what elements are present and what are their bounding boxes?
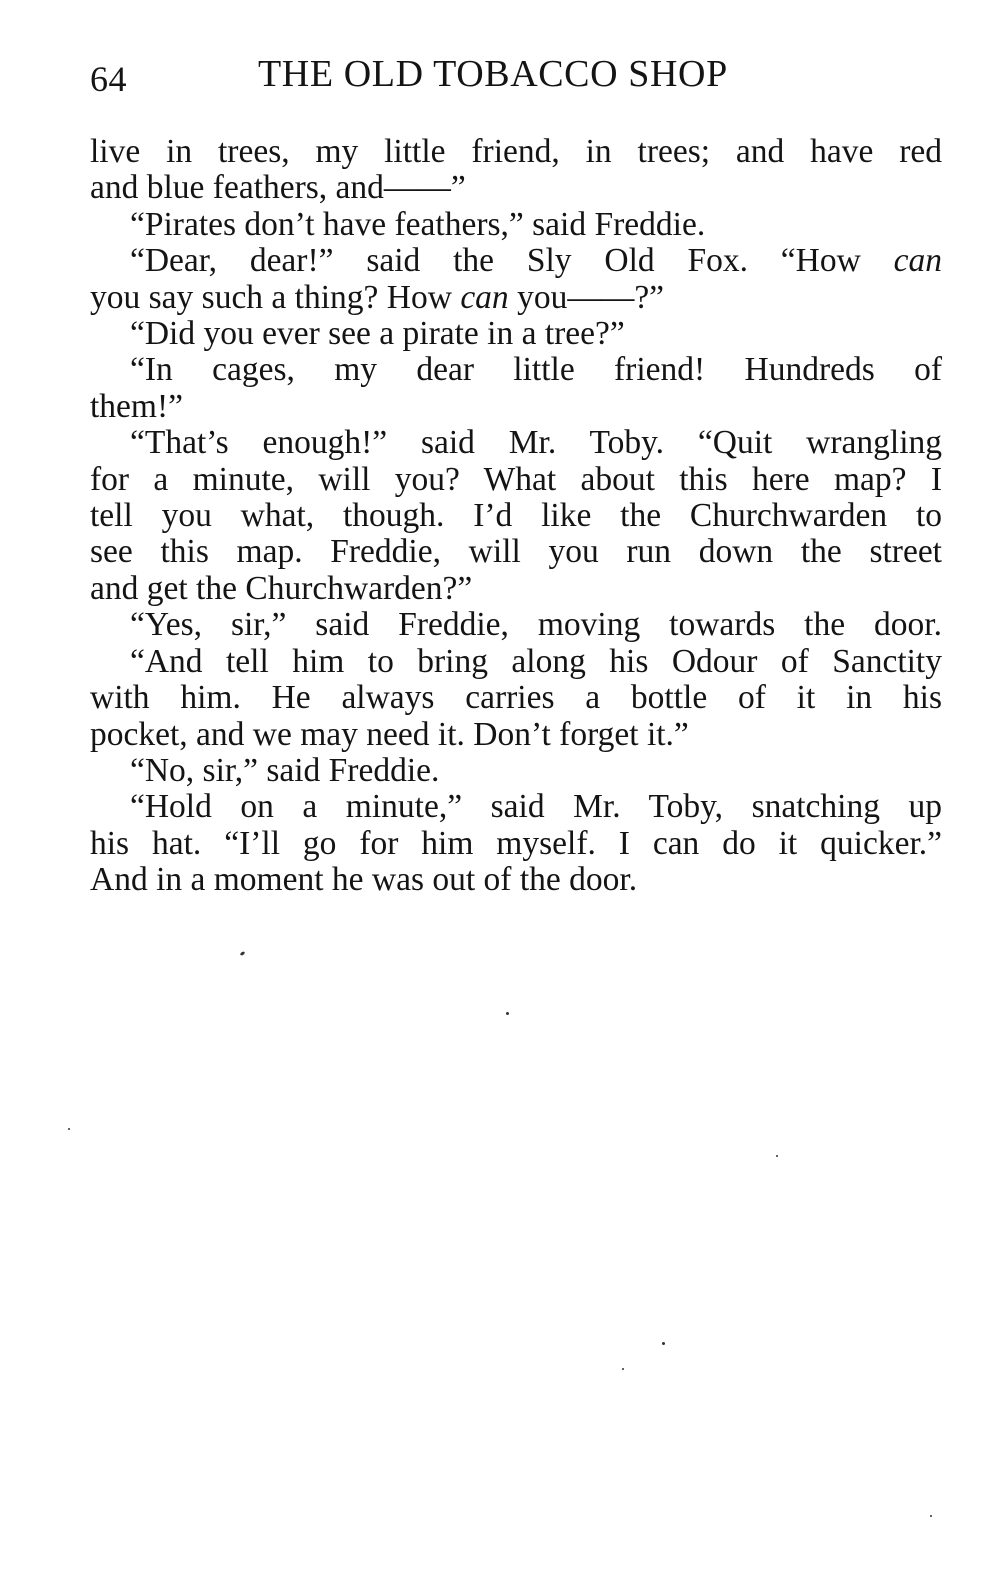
scan-speck (506, 1012, 509, 1015)
text-line: with him. He always carries a bottle of it in his (90, 679, 942, 717)
emphasis-run: can (893, 242, 942, 280)
page-number: 64 (90, 59, 127, 99)
scan-speck (68, 1128, 70, 1130)
paragraph (90, 425, 942, 607)
scan-speck (622, 1368, 624, 1370)
text-line: “Did you ever see a pirate in a tree?” (130, 315, 625, 353)
text-line: them!” (90, 387, 184, 425)
paragraph (90, 753, 942, 789)
text-line: “That’s enough!” said Mr. Toby. “Quit wrangling (130, 424, 942, 462)
text-line: “Pirates don’t have feathers,” said Freddie. (130, 205, 706, 243)
text-run: you——?” (508, 278, 665, 316)
text-line: “And tell him to bring along his Odour of Sanctity (130, 642, 942, 680)
paragraph (90, 207, 942, 243)
scan-speck (662, 1342, 665, 1345)
text-run: you say such a thing? How (90, 278, 461, 316)
text-line: “No, sir,” said Freddie. (130, 751, 440, 789)
text-line: “In cages, my dear little friend! Hundreds of (130, 351, 942, 389)
paragraph (90, 789, 942, 898)
paragraph (90, 607, 942, 643)
text-line: pocket, and we may need it. Don’t forget it.” (90, 715, 689, 753)
paragraph (90, 644, 942, 753)
emphasis-run: can (460, 278, 509, 316)
text-line: And in a moment he was out of the door. (90, 861, 638, 899)
text-line (90, 280, 942, 316)
running-head: THE OLD TOBACCO SHOP (258, 53, 728, 95)
scan-speck (240, 951, 246, 956)
text-run: “Dear, dear!” said the Sly Old Fox. “How (130, 242, 894, 280)
text-line (90, 243, 942, 279)
text-line: for a minute, will you? What about this here map? I (90, 460, 942, 498)
text-line: “Yes, sir,” said Freddie, moving towards the door. (130, 606, 942, 644)
scan-speck (930, 1515, 932, 1517)
paragraph (90, 352, 942, 425)
body-text (90, 134, 942, 899)
text-line: and blue feathers, and——” (90, 169, 466, 207)
scan-speck (776, 1155, 778, 1157)
text-line: and get the Churchwarden?” (90, 569, 473, 607)
paragraph (90, 134, 942, 207)
text-line: tell you what, though. I’d like the Churchwarden to (90, 497, 942, 535)
page-header (90, 52, 942, 102)
paragraph (90, 316, 942, 352)
text-line: his hat. “I’ll go for him myself. I can do it quicker.” (90, 824, 942, 862)
paragraph (90, 243, 942, 316)
text-line: “Hold on a minute,” said Mr. Toby, snatching up (130, 788, 942, 826)
text-line: see this map. Freddie, will you run down the street (90, 533, 942, 571)
text-line: live in trees, my little friend, in trees; and have red (90, 133, 942, 170)
